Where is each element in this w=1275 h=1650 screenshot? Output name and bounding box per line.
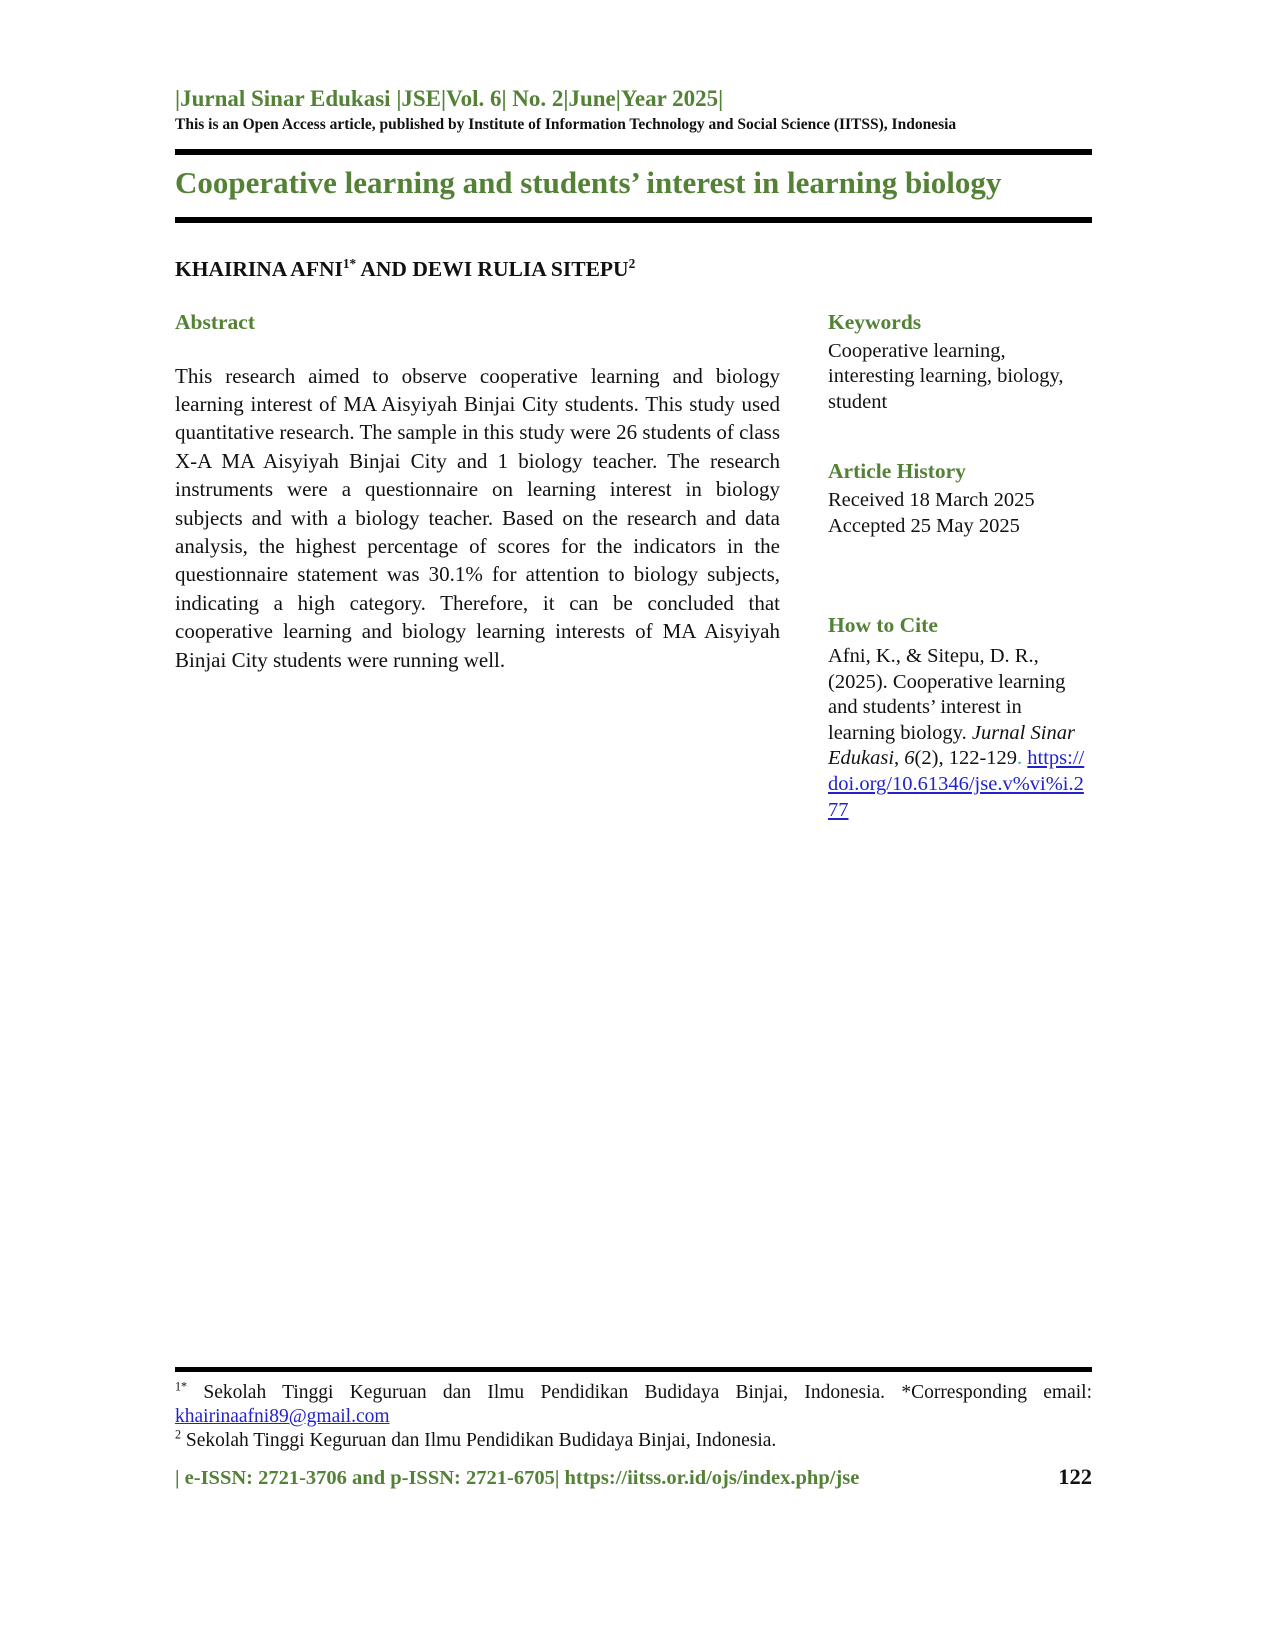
journal-masthead: |Jurnal Sinar Edukasi |JSE|Vol. 6| No. 2|June|Year 2025| — [175, 86, 724, 111]
article-history-heading: Article History — [828, 459, 966, 484]
corresponding-email-link[interactable]: khairinaafni89@gmail.com — [175, 1405, 390, 1427]
author-2-affiliation-mark: 2 — [628, 255, 636, 271]
footnote-1 — [175, 1381, 1092, 1429]
citation-volume: 6 — [904, 747, 915, 770]
issn-line: | e-ISSN: 2721-3706 and p-ISSN: 2721-6705| https://iitss.or.id/ojs/index.php/jse — [175, 1467, 860, 1489]
author-1-affiliation-mark: 1* — [342, 255, 357, 271]
article-title: Cooperative learning and students’ interest in learning biology — [175, 164, 1002, 200]
how-to-cite-block — [828, 613, 1092, 823]
citation-period: . — [1017, 747, 1023, 770]
citation-separator: , — [894, 747, 905, 770]
how-to-cite-heading: How to Cite — [828, 613, 938, 638]
abstract-column — [175, 310, 780, 824]
footnote-2-marker: 2 — [175, 1427, 182, 1442]
author-connector: AND — [356, 256, 413, 281]
article-history-block — [828, 459, 1092, 539]
abstract-body: This research aimed to observe cooperative learning and biology learning interest of MA Aisyiyah Binjai City students. This study used quantitative research. The sample in this study were 26 students of class X-A MA Aisyiyah Binjai City and 1 biology teacher. The research instruments were a questionnaire on learning interest in biology subjects and with a biology teacher. Based on the research and data analysis, the highest percentage of scores for the indicators in the questionnaire statement was 30.1% for attention to biology subjects, indicating a high category. Therefore, it can be concluded that cooperative learning and biology learning interests of MA Aisyiyah Binjai City students were running well. — [175, 363, 780, 672]
citation-pages: (2), 122-129 — [914, 747, 1018, 770]
page-number: 122 — [1058, 1464, 1092, 1489]
footnotes-block — [175, 1367, 1092, 1452]
page-content — [175, 86, 1092, 823]
two-column-area — [175, 310, 1092, 824]
keywords-block — [828, 310, 1092, 416]
title-block — [175, 149, 1092, 223]
accepted-date: Accepted 25 May 2025 — [828, 514, 1020, 537]
citation-text — [828, 644, 1092, 823]
footnote-2 — [175, 1429, 1092, 1453]
footnote-1-text: Sekolah Tinggi Keguruan dan Ilmu Pendidikan Budidaya Binjai, Indonesia. *Corresponding email: — [187, 1382, 1092, 1403]
received-date: Received 18 March 2025 — [828, 489, 1035, 512]
keywords-text: Cooperative learning, interesting learning, biology, student — [828, 339, 1064, 413]
author-line — [175, 257, 1092, 282]
footnote-2-text: Sekolah Tinggi Keguruan dan Ilmu Pendidikan Budidaya Binjai, Indonesia. — [181, 1429, 777, 1451]
author-2-name: DEWI RULIA SITEPU — [412, 256, 629, 281]
page-footer — [175, 1464, 1092, 1490]
citation-journal-name: Jurnal Sinar Edukasi — [828, 721, 1075, 770]
abstract-heading: Abstract — [175, 309, 256, 334]
footnote-1-marker: 1* — [175, 1379, 188, 1394]
metadata-column — [828, 310, 1092, 824]
keywords-heading: Keywords — [828, 309, 922, 334]
citation-authors-part: Afni, K., & Sitepu, D. R., (2025). Cooperative learning and students’ interest in learning biology. — [828, 645, 1066, 744]
doi-link[interactable]: https://doi.org/10.61346/jse.v%vi%i.277 — [828, 747, 1085, 821]
author-1-name: KHAIRINA AFNI — [175, 256, 343, 281]
open-access-statement: This is an Open Access article, published by Institute of Information Technology and Social Science (IITSS), Indonesia — [175, 116, 957, 134]
